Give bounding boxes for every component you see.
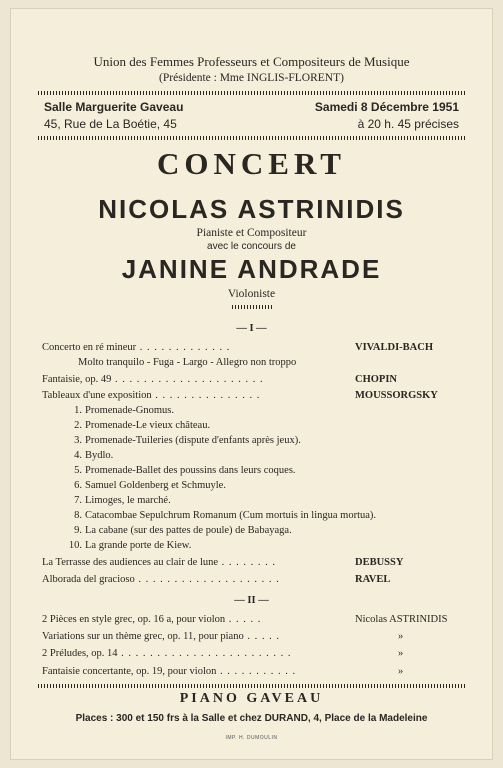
concert-title: CONCERT bbox=[157, 146, 346, 181]
ditto-mark: » bbox=[398, 631, 404, 642]
program-item bbox=[42, 390, 260, 401]
places-prices bbox=[0, 713, 503, 724]
composer-name: RAVEL bbox=[355, 574, 391, 585]
program-item bbox=[42, 614, 261, 625]
header-rule-bottom bbox=[38, 136, 466, 140]
tableau-item: 6. Samuel Goldenberg et Schmuyle. bbox=[74, 480, 226, 491]
leader-dots: . . . . . . . . . . . . . . . . . . . . bbox=[134, 574, 280, 585]
tableau-item: 7. Limoges, le marché. bbox=[74, 495, 171, 506]
piece-title: 2 Préludes, op. 14 bbox=[42, 648, 118, 659]
part1-label: — I — bbox=[236, 323, 267, 334]
program-item bbox=[42, 342, 230, 353]
piece-title: La Terrasse des audiences au clair de lune bbox=[42, 557, 219, 568]
tableau-item: 3. Promenade-Tuileries (dispute d'enfants après jeux). bbox=[74, 435, 301, 446]
program-item bbox=[42, 648, 292, 659]
ornament-rule bbox=[232, 305, 272, 309]
composer-name: Nicolas ASTRINIDIS bbox=[355, 614, 448, 625]
header-rule-top bbox=[38, 91, 466, 95]
program-item bbox=[42, 666, 296, 677]
tableau-item: 8. Catacombae Sepulchrum Romanum (Cum mortuis in lingua mortua). bbox=[74, 510, 377, 521]
ditto-mark: » bbox=[398, 666, 404, 677]
program-item bbox=[42, 557, 276, 568]
artist1-name: NICOLAS ASTRINIDIS bbox=[98, 194, 405, 224]
program-item bbox=[42, 574, 280, 585]
tableau-item: 4. Bydlo. bbox=[74, 450, 114, 461]
part2-label: — II — bbox=[234, 595, 269, 606]
composer-name: VIVALDI-BACH bbox=[355, 342, 433, 353]
piece-title: Alborada del gracioso bbox=[42, 574, 135, 585]
places-text: Places : 300 et 150 frs à la Salle et chez DURAND, 4, Place de la Madeleine bbox=[75, 713, 428, 724]
leader-dots: . . . . . . . . bbox=[218, 557, 277, 568]
leader-dots: . . . . . . . . . . . . . . . . . . . . . . . . bbox=[117, 648, 292, 659]
with-text: avec le concours de bbox=[207, 241, 296, 252]
composer-name: DEBUSSY bbox=[355, 557, 404, 568]
ditto-mark: » bbox=[398, 648, 404, 659]
tableau-item: 2. Promenade-Le vieux château. bbox=[74, 420, 211, 431]
piano-gaveau: PIANO GAVEAU bbox=[179, 691, 324, 706]
program-item bbox=[42, 374, 264, 385]
organization-name: Union des Femmes Professeurs et Compositeurs de Musique bbox=[93, 54, 410, 69]
artist1-role: Pianiste et Compositeur bbox=[196, 227, 307, 239]
president-line: (Présidente : Mme INGLIS-FLORENT) bbox=[159, 72, 344, 84]
piece-title: Fantaisie concertante, op. 19, pour violon bbox=[42, 666, 217, 677]
piece-title: 2 Pièces en style grec, op. 16 a, pour violon bbox=[42, 614, 226, 625]
artist2-role: Violoniste bbox=[227, 288, 276, 300]
leader-dots: . . . . . . . . . . . . . . . . . . . . . bbox=[111, 374, 264, 385]
concert-time: à 20 h. 45 précises bbox=[357, 117, 459, 131]
movements-line: Molto tranquilo - Fuga - Largo - Allegro non troppo bbox=[78, 357, 297, 368]
composer-name: MOUSSORGSKY bbox=[355, 390, 438, 401]
concert-date: Samedi 8 Décembre 1951 bbox=[314, 100, 459, 114]
tableau-item: 9. La cabane (sur des pattes de poule) de Babayaga. bbox=[74, 525, 292, 536]
program-item bbox=[42, 631, 280, 642]
leader-dots: . . . . . . . . . . . . . bbox=[136, 342, 231, 353]
leader-dots: . . . . . bbox=[225, 614, 262, 625]
piece-title: Tableaux d'une exposition bbox=[42, 390, 152, 401]
venue-address: 45, Rue de La Boétie, 45 bbox=[44, 117, 177, 131]
leader-dots: . . . . . bbox=[243, 631, 280, 642]
printer-credit: IMP. H. DUMOULIN bbox=[225, 735, 278, 741]
piece-title: Fantaisie, op. 49 bbox=[42, 374, 112, 385]
tableau-item: 5. Promenade-Ballet des poussins dans leurs coques. bbox=[74, 465, 296, 476]
leader-dots: . . . . . . . . . . . . . . . bbox=[151, 390, 261, 401]
composer-name: CHOPIN bbox=[355, 374, 397, 385]
footer-rule bbox=[38, 684, 466, 688]
piece-title: Variations sur un thème grec, op. 11, pour piano bbox=[42, 631, 244, 642]
venue-name: Salle Marguerite Gaveau bbox=[44, 100, 184, 114]
leader-dots: . . . . . . . . . . . bbox=[216, 666, 297, 677]
piece-title: Concerto en ré mineur bbox=[42, 342, 137, 353]
tableau-item: 1. Promenade-Gnomus. bbox=[74, 405, 174, 416]
tableau-item: 10. La grande porte de Kiew. bbox=[68, 540, 192, 551]
artist2-name: JANINE ANDRADE bbox=[121, 254, 382, 284]
